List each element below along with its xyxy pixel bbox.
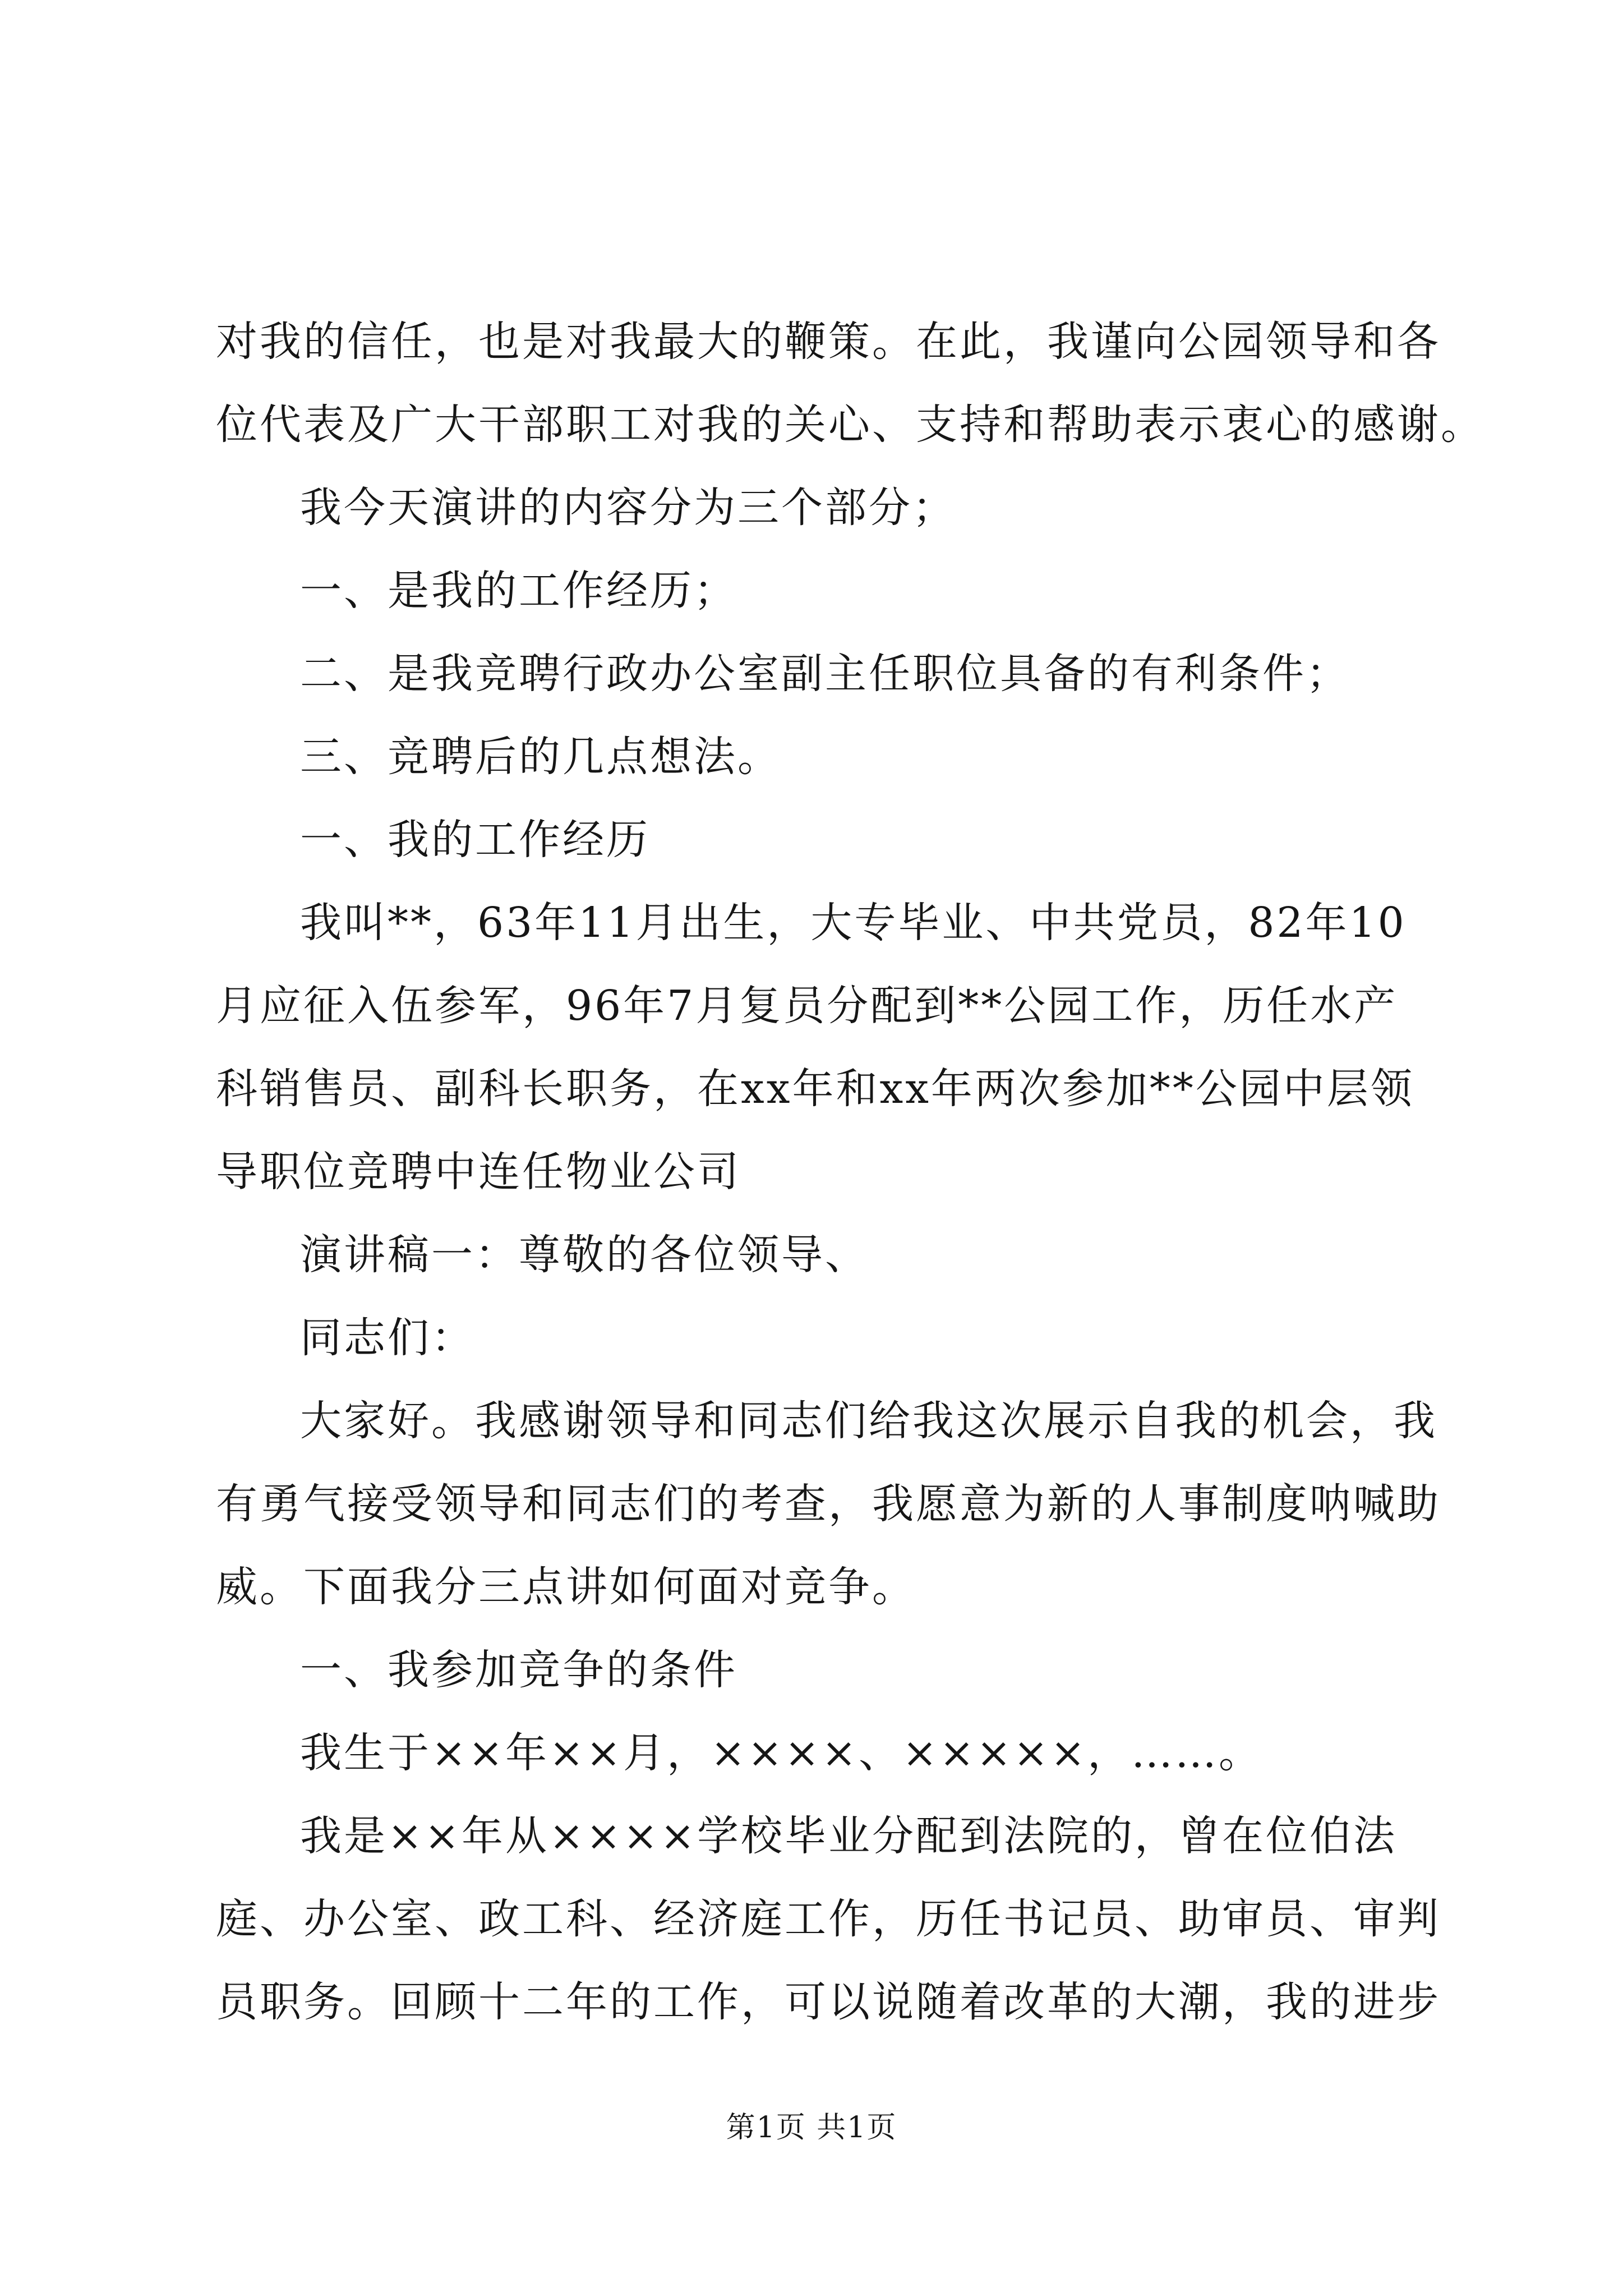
paragraph-line: 我今天演讲的内容分为三个部分； [300,484,956,532]
speech-title: 演讲稿一：尊敬的各位领导、 [300,1231,869,1279]
paragraph-line: 我生于××年××月，××××、×××××，……。 [300,1729,1263,1777]
section-heading: 一、我的工作经历 [300,816,650,864]
section-heading: 一、我参加竞争的条件 [300,1646,737,1694]
page-number-footer: 第1页 共1页 [726,2111,897,2145]
salutation: 同志们： [300,1314,475,1362]
list-item: 一、是我的工作经历； [300,567,737,615]
paragraph-line: 月应征入伍参军，96年7月复员分配到**公园工作，历任水产 [216,982,1398,1030]
list-item: 三、竞聘后的几点想法。 [300,733,781,781]
paragraph-line: 导职位竞聘中连任物业公司 [216,1148,741,1196]
paragraph-line: 我叫**，63年11月出生，大专毕业、中共党员，82年10 [300,899,1407,947]
paragraph-line: 位代表及广大干部职工对我的关心、支持和帮助表示衷心的感谢。 [216,401,1484,449]
paragraph-line: 威。下面我分三点讲如何面对竞争。 [216,1563,916,1611]
paragraph-line: 对我的信任，也是对我最大的鞭策。在此，我谨向公园领导和各 [216,318,1441,366]
document-body [216,300,1484,2044]
paragraph-line: 大家好。我感谢领导和同志们给我这次展示自我的机会，我 [300,1397,1437,1445]
paragraph-line: 有勇气接受领导和同志们的考查，我愿意为新的人事制度呐喊助 [216,1480,1441,1528]
paragraph-line: 我是××年从××××学校毕业分配到法院的，曾在位伯法 [300,1812,1398,1860]
paragraph-line: 科销售员、副科长职务，在xx年和xx年两次参加**公园中层领 [216,1065,1414,1113]
list-item: 二、是我竞聘行政办公室副主任职位具备的有利条件； [300,650,1350,698]
paragraph-line: 庭、办公室、政工科、经济庭工作，历任书记员、助审员、审判 [216,1895,1441,1943]
paragraph-line: 员职务。回顾十二年的工作，可以说随着改革的大潮，我的进步 [216,1978,1441,2026]
